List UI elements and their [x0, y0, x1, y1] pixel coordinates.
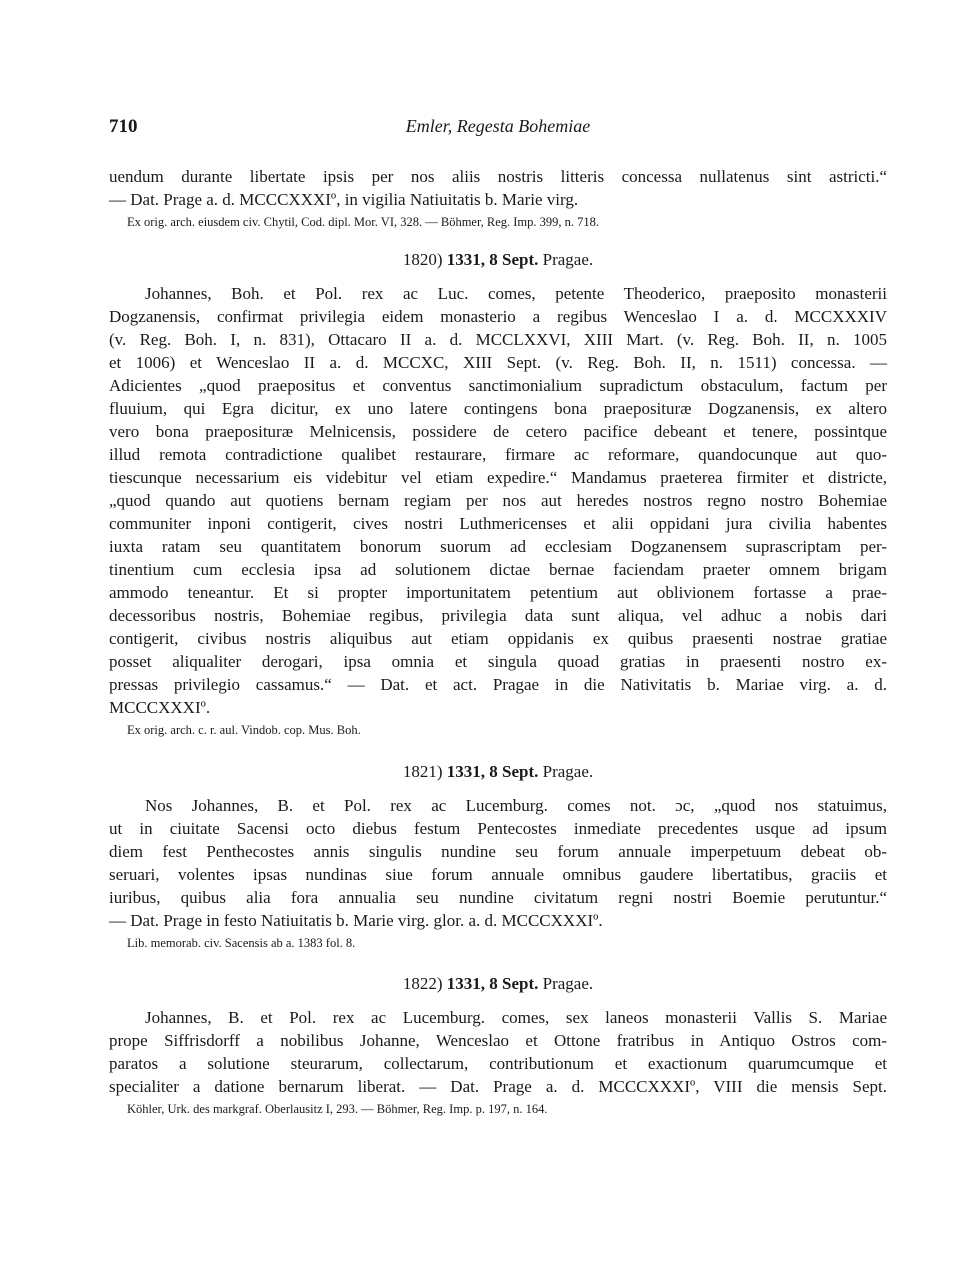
entry-line: Johannes, B. et Pol. rex ac Lucemburg. comes, sex laneos monasterii Vallis S. Mariae — [145, 1008, 887, 1027]
entry-line: illud remota contradictione qualibet restaurare, firmare ac reformare, quandocunque aut quo- — [109, 445, 887, 464]
entry-heading — [109, 761, 887, 783]
entry-heading — [109, 249, 887, 271]
entry-line: Dogzanensis, confirmat privilegia eidem monasterio a regibus Wenceslao I a. d. MCCXXXIV — [109, 307, 887, 326]
entry-line: fluuium, qui Egra dicitur, ex uno latere contingens bona praeposituræ Dogzanensis, ex altero — [109, 399, 887, 418]
entry-line: Nos Johannes, B. et Pol. rex ac Lucemburg. comes not. ɔc, „quod nos statuimus, — [145, 796, 887, 815]
entry-line: tinentium cum ecclesia ipsa ad solutionem dictae bernae faciendam praeter omnem brigam — [109, 560, 887, 579]
entry-line: iuxta ratam seu quantitatem bonorum suorum ad ecclesiam Dogzanensem suprascriptam per- — [109, 537, 887, 556]
entry-line: Johannes, Boh. et Pol. rex ac Luc. comes, petente Theoderico, praeposito monasterii — [145, 284, 887, 303]
entry-line: paratos a solutione steurarum, collectarum, contributionum et exactionum quarumcumque et — [109, 1054, 887, 1073]
entry-line: specialiter a datione bernarum liberat. — Dat. Prage a. d. MCCCXXXIº, VIII die mensis Sept. — [109, 1077, 887, 1096]
entry-heading — [109, 973, 887, 995]
entry-number: 1822) — [402, 974, 443, 993]
entry-place: Pragae. — [542, 974, 594, 993]
source-note: Ex orig. arch. c. r. aul. Vindob. cop. Mus. Boh. — [127, 723, 361, 737]
entry-number: 1820) — [402, 250, 443, 269]
entry-line: contigerit, civibus nostris aliquibus aut etiam oppidanis ex quibus praesenti nostrae gratiae — [109, 629, 887, 648]
page-number: 710 — [109, 116, 138, 137]
entry-line: ut in ciuitate Sacensi octo diebus festum Pentecostes inmediate precedentes usque ad ipsum — [109, 819, 887, 838]
entry-line: ammodo teneantur. Et si propter importunitatem petentium aut oblivionem fortasse a prae- — [109, 583, 887, 602]
entry-date: 1331, 8 Sept. — [446, 250, 539, 269]
continuation-line: uendum durante libertate ipsis per nos aliis nostris litteris concessa nullatenus sint astricti.“ — [109, 167, 887, 186]
entry-line: tiescunque necessarium eis videbitur vel etiam expedire.“ Mandamus praeterea firmiter et districte, — [109, 468, 887, 487]
entry-line: prope Siffrisdorff a nobilibus Johanne, Wenceslao et Ottone fratribus in Antiquo Ostros com- — [109, 1031, 887, 1050]
entry-line: vero bona praeposituræ Melnicensis, possidere de cetero pacifice debeant et tenere, possintque — [109, 422, 887, 441]
source-note: Lib. memorab. civ. Sacensis ab a. 1383 fol. 8. — [127, 936, 356, 950]
entry-line: decessoribus nostris, Bohemiae regibus, privilegia data sunt aliqua, vel adhuc a nobis dari — [109, 606, 887, 625]
entry-line: Adicientes „quod praepositus et conventus sanctimonialium supradictum obstaculum, factum per — [109, 376, 887, 395]
entry-line: et 1006) et Wenceslao II a. d. MCCXC, XIII Sept. (v. Reg. Boh. II, n. 1511) concessa. — — [109, 353, 887, 372]
entry-number: 1821) — [402, 762, 443, 781]
entry-date: 1331, 8 Sept. — [446, 762, 539, 781]
entry-line: (v. Reg. Boh. I, n. 831), Ottacaro II a. d. MCCLXXVI, XIII Mart. (v. Reg. Boh. II, n. 1005 — [109, 330, 887, 349]
continuation-line: — Dat. Prage a. d. MCCCXXXIº, in vigilia Natiuitatis b. Marie virg. — [109, 190, 579, 209]
entry-line: iuribus, quibus alia fora annualia seu nundine civitatum regni nostri Boemie perutuntur.“ — [109, 888, 887, 907]
entry-date: 1331, 8 Sept. — [446, 974, 539, 993]
source-note: Köhler, Urk. des markgraf. Oberlausitz I, 293. — Böhmer, Reg. Imp. p. 197, n. 164. — [127, 1102, 548, 1116]
entry-line: MCCCXXXIº. — [109, 698, 211, 717]
source-note: Ex orig. arch. eiusdem civ. Chytil, Cod. dipl. Mor. VI, 328. — Böhmer, Reg. Imp. 399, n. 718. — [127, 215, 600, 229]
entry-line: diem fest Penthecostes annis singulis nundine seu forum annuale imperpetuum debeat ob- — [109, 842, 887, 861]
entry-line: — Dat. Prage in festo Natiuitatis b. Marie virg. glor. a. d. MCCCXXXIº. — [109, 911, 603, 930]
entry-line: pressas privilegio cassamus.“ — Dat. et act. Pragae in die Nativitatis b. Mariae virg. a. d. — [109, 675, 887, 694]
entry-line: „quod quando aut quotiens bernam regiam per nos aut heredes nostros regno nostro Bohemiae — [109, 491, 887, 510]
entry-line: posset aliqualiter derogari, ipsa omnia et singula quoad gratias in praesenti nostro ex- — [109, 652, 887, 671]
entry-place: Pragae. — [542, 250, 594, 269]
running-title: Emler, Regesta Bohemiae — [405, 116, 591, 136]
entry-line: communiter inponi contigerit, cives nostri Luthmericenses et alii oppidani jura civilia habentes — [109, 514, 887, 533]
entry-place: Pragae. — [542, 762, 594, 781]
entry-line: seruari, volentes ipsas nundinas siue forum annuale omnibus gaudere libertatibus, graciis et — [109, 865, 887, 884]
page-header — [109, 116, 887, 142]
